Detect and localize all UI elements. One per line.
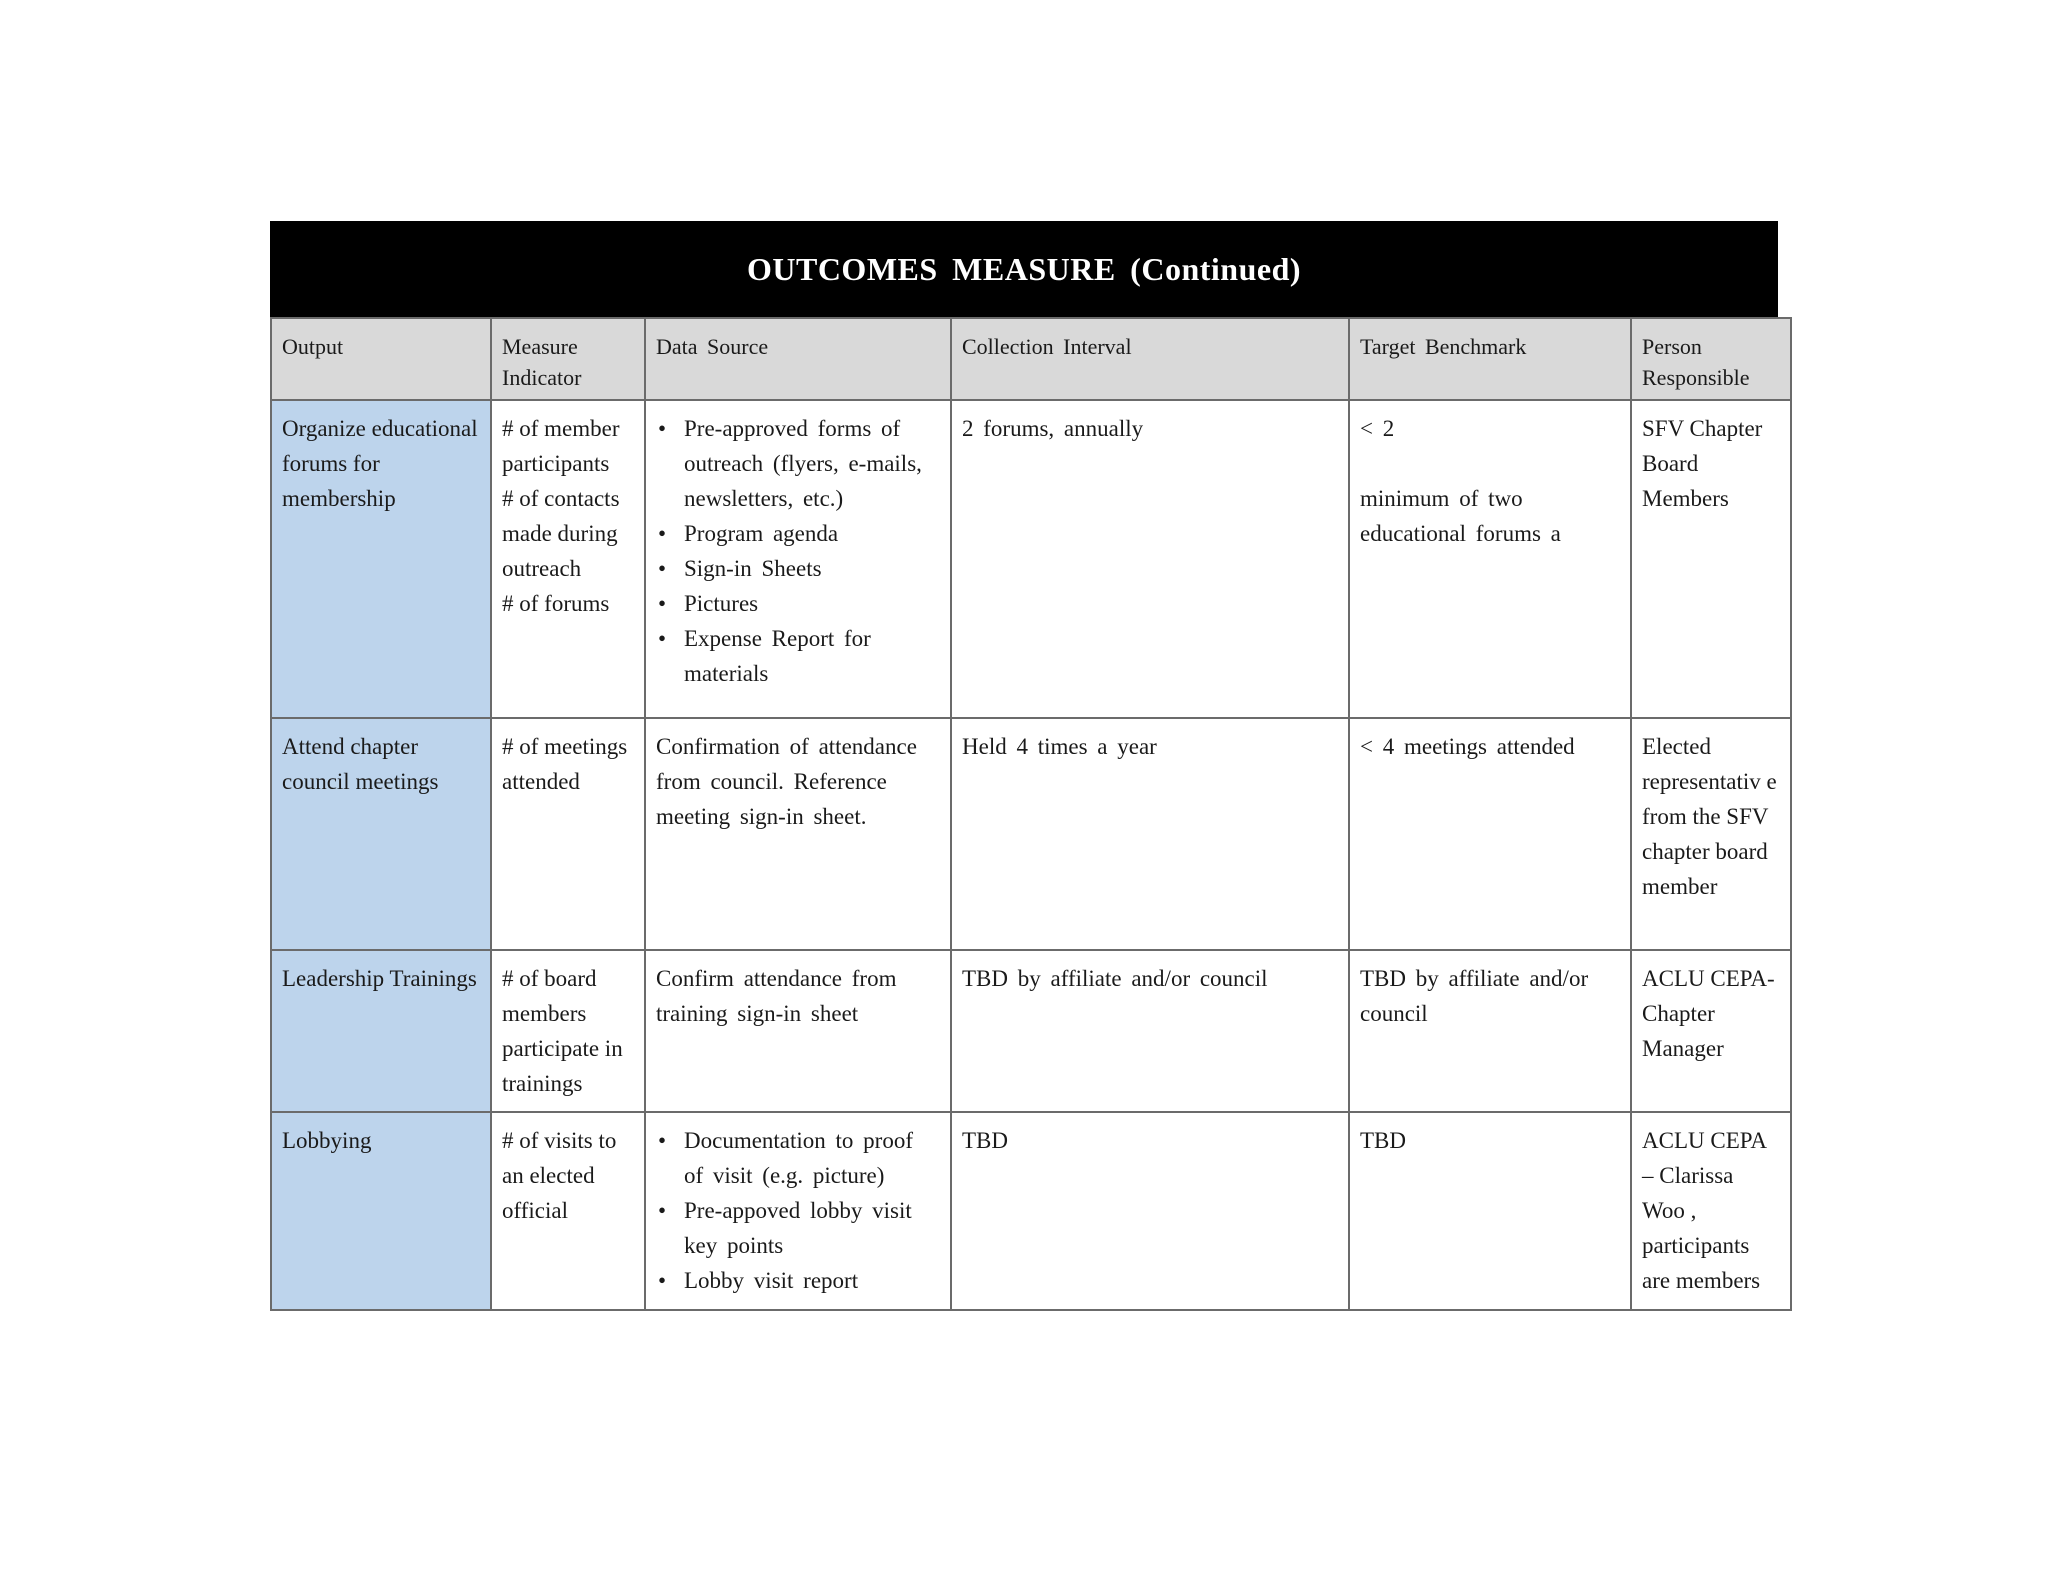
benchmark-line: < 4 meetings attended xyxy=(1360,734,1575,759)
measure-cell xyxy=(491,718,645,950)
interval-cell: TBD xyxy=(951,1112,1349,1310)
measure-line: # of meetings attended xyxy=(502,734,628,794)
benchmark-cell xyxy=(1349,1112,1631,1310)
source-cell: Confirm attendance from training sign-in sheet xyxy=(645,950,951,1112)
header-output: Output xyxy=(271,318,491,400)
interval-cell: TBD by affiliate and/or council xyxy=(951,950,1349,1112)
outcomes-grid xyxy=(270,317,1792,1311)
header-collection-interval: Collection Interval xyxy=(951,318,1349,400)
table-row xyxy=(271,950,1791,1112)
person-cell: ACLU CEPA- Chapter Manager xyxy=(1631,950,1791,1112)
measure-cell xyxy=(491,950,645,1112)
source-cell xyxy=(645,400,951,718)
benchmark-line: < 2 xyxy=(1360,416,1395,441)
benchmark-line: TBD by affiliate and/or council xyxy=(1360,966,1589,1026)
list-item: • Expense Report for materials xyxy=(656,621,940,691)
output-cell: Organize educational forums for membership xyxy=(271,400,491,718)
source-cell: Confirmation of attendance from council. Reference meeting sign-in sheet. xyxy=(645,718,951,950)
list-item: • Lobby visit report xyxy=(656,1263,940,1298)
benchmark-line: TBD xyxy=(1360,1128,1406,1153)
measure-line: # of board members participate in trainings xyxy=(502,966,623,1096)
list-item: • Pictures xyxy=(656,586,940,621)
interval-cell: 2 forums, annually xyxy=(951,400,1349,718)
header-data-source: Data Source xyxy=(645,318,951,400)
measure-line: # of member participants xyxy=(502,416,620,476)
table-row xyxy=(271,718,1791,950)
header-target-benchmark: Target Benchmark xyxy=(1349,318,1631,400)
header-row xyxy=(271,318,1791,400)
output-cell: Lobbying xyxy=(271,1112,491,1310)
benchmark-cell xyxy=(1349,718,1631,950)
source-list xyxy=(656,1123,940,1298)
table-row xyxy=(271,400,1791,718)
source-cell xyxy=(645,1112,951,1310)
list-item: • Program agenda xyxy=(656,516,940,551)
list-item: • Pre-approved forms of outreach (flyers, e-mails, newsletters, etc.) xyxy=(656,411,940,516)
header-measure-indicator: Measure Indicator xyxy=(491,318,645,400)
table-title: OUTCOMES MEASURE (Continued) xyxy=(270,221,1778,317)
source-list xyxy=(656,411,940,691)
spacer xyxy=(1360,446,1620,481)
interval-cell: Held 4 times a year xyxy=(951,718,1349,950)
person-cell: Elected representativ e from the SFV chapter board member xyxy=(1631,718,1791,950)
header-person-responsible: Person Responsible xyxy=(1631,318,1791,400)
table-row xyxy=(271,1112,1791,1310)
measure-cell xyxy=(491,400,645,718)
list-item: • Pre-appoved lobby visit key points xyxy=(656,1193,940,1263)
outcomes-measure-table xyxy=(270,221,1778,1311)
person-cell: SFV Chapter Board Members xyxy=(1631,400,1791,718)
list-item: • Documentation to proof of visit (e.g. picture) xyxy=(656,1123,940,1193)
benchmark-line: minimum of two educational forums a xyxy=(1360,486,1561,546)
person-cell: ACLU CEPA – Clarissa Woo , participants are members xyxy=(1631,1112,1791,1310)
list-item: • Sign-in Sheets xyxy=(656,551,940,586)
output-cell: Leadership Trainings xyxy=(271,950,491,1112)
measure-line: # of forums xyxy=(502,591,610,616)
benchmark-cell xyxy=(1349,400,1631,718)
measure-line: # of visits to an elected official xyxy=(502,1128,617,1223)
output-cell: Attend chapter council meetings xyxy=(271,718,491,950)
benchmark-cell xyxy=(1349,950,1631,1112)
measure-cell xyxy=(491,1112,645,1310)
measure-line: # of contacts made during outreach xyxy=(502,486,620,581)
